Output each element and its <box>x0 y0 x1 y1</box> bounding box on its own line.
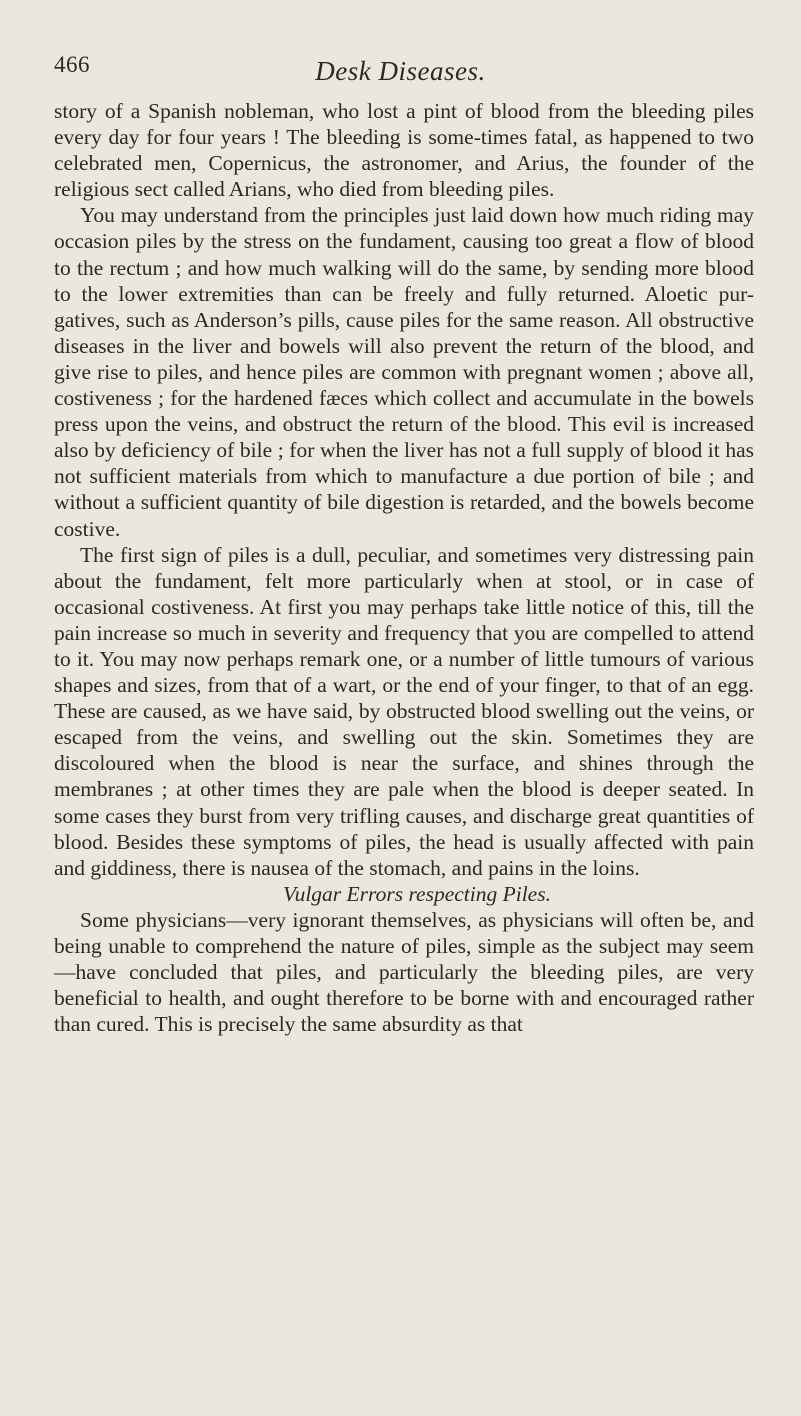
running-title: Desk Diseases. <box>315 56 486 86</box>
paragraph: Some physicians—very ignorant themselves, as physicians will often be, and being unable to comprehend the nature of piles, simple as the subject may seem—have concluded that piles, and particularly the bleeding piles, are very beneficial to health, and ought therefore to be borne with and encouraged rather than cured. This is precisely the same absurdity as that <box>54 907 754 1037</box>
paragraph: story of a Spanish nobleman, who lost a pint of blood from the bleeding piles every day for four years ! The bleeding is some-times fatal, as happened to two celebrated men, Copernicus, the astronomer, and Arius, the founder of the religious sect called Arians, who died from bleeding piles. <box>54 99 754 202</box>
page-number: 466 <box>54 52 90 77</box>
section-subheading: Vulgar Errors respecting Piles. <box>283 881 551 906</box>
body-text <box>54 98 754 1037</box>
paragraph: The first sign of piles is a dull, peculiar, and sometimes very distressing pain about the fundament, felt more particularly when at stool, or in case of occasional costiveness. At first you may perhaps take little notice of this, till the pain increase so much in severity and frequency that you are compelled to attend to it. You may now perhaps remark one, or a number of little tumours of various shapes and sizes, from that of a wart, or the end of your finger, to that of an egg. These are caused, as we have said, by obstructed blood swelling out the veins, or escaped from the veins, and swelling out the skin. Sometimes they are discoloured when the blood is near the surface, and shines through the membranes ; at other times they are pale when the blood is deeper seated. In some cases they burst from very trifling causes, and discharge great quantities of blood. Besides these symptoms of piles, the head is usually affected with pain and giddiness, there is nausea of the stomach, and pains in the loins. <box>54 542 754 880</box>
page-header <box>0 52 801 92</box>
paragraph: You may understand from the principles just laid down how much riding may occasion piles by the stress on the fundament, causing too great a flow of blood to the rectum ; and how much walking will do the same, by sending more blood to the lower extremities than can be freely and fully returned. Aloetic pur-gatives, such as Anderson’s pills, cause piles for the same reason. All obstructive diseases in the liver and bowels will also prevent the return of the blood, and give rise to piles, and hence piles are common with pregnant women ; above all, costiveness ; for the hardened fæces which collect and accumulate in the bowels press upon the veins, and obstruct the return of the blood. This evil is increased also by deficiency of bile ; for when the liver has not a full supply of blood it has not sufficient materials from which to manufacture a due portion of bile ; and without a sufficient quantity of bile digestion is retarded, and the bowels become costive. <box>54 203 754 541</box>
